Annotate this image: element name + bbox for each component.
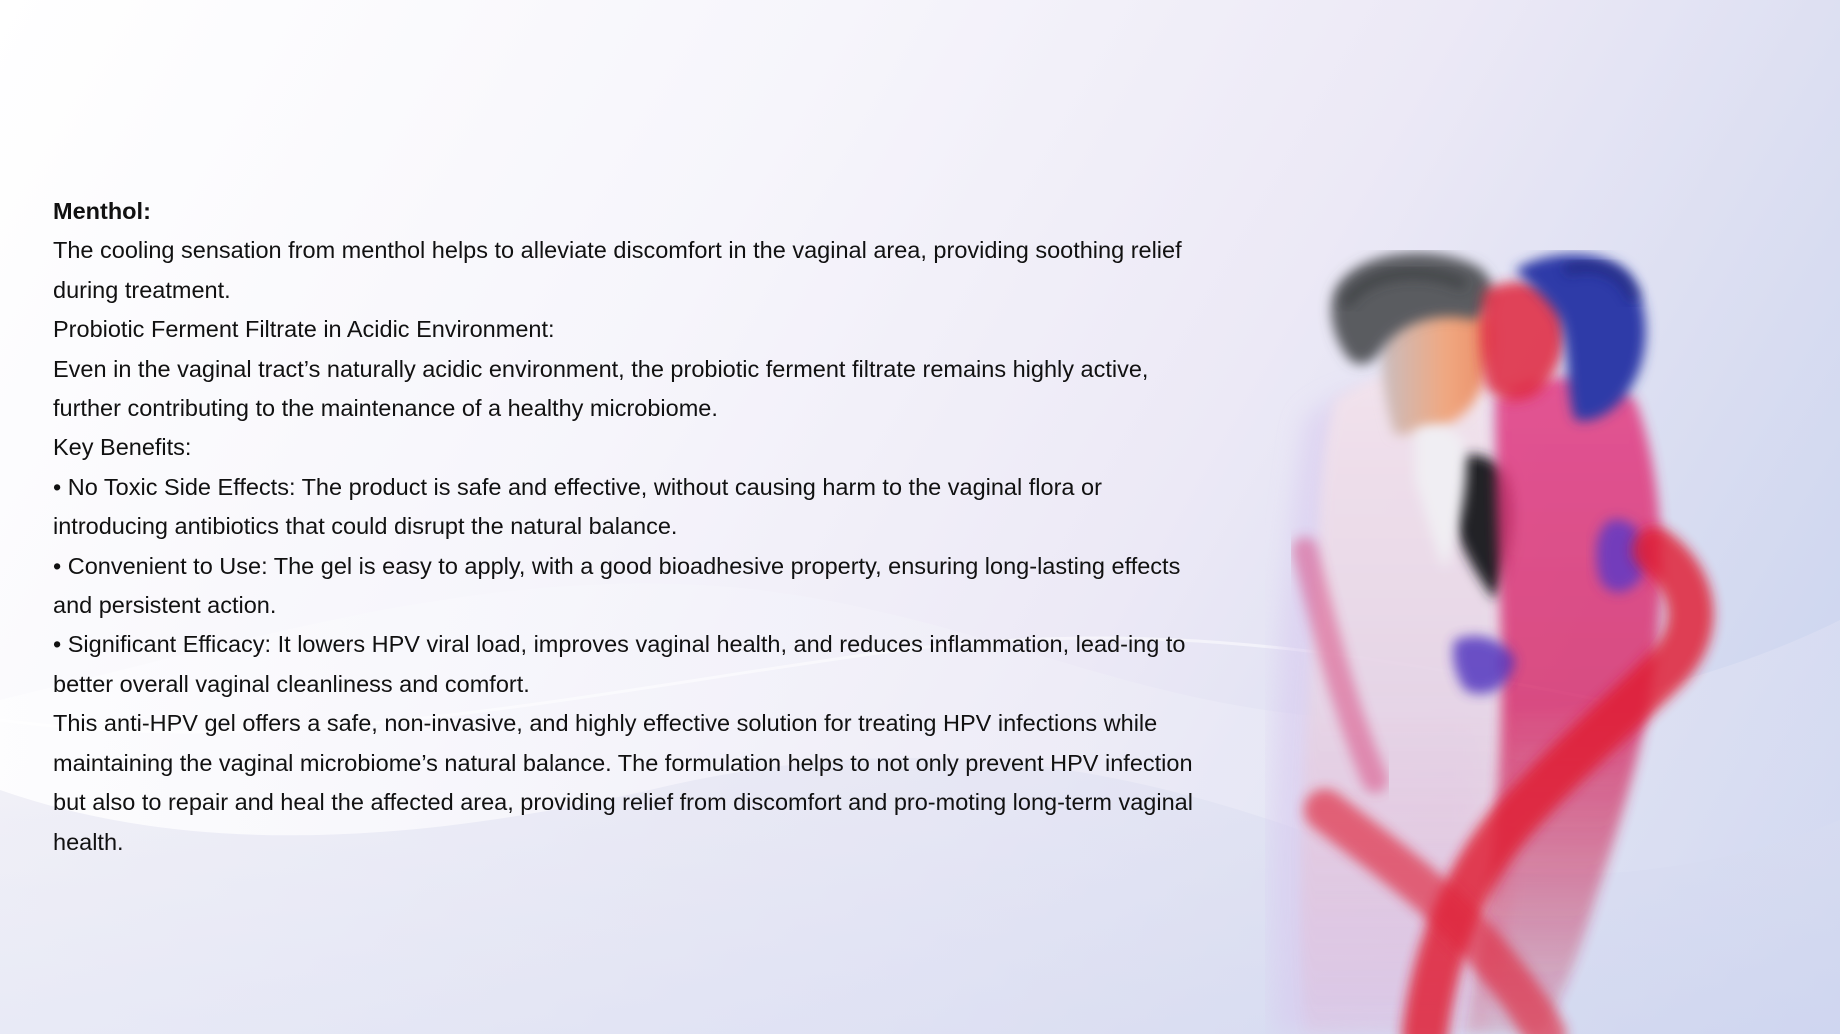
section-heading: Menthol: — [53, 198, 151, 224]
paragraph-summary: This anti-HPV gel offers a safe, non-invasive, and highly effective solution for treating HPV infections while maintaining the vaginal microbiome’s natural balance. The formulation helps to not only prevent HPV infection but also to repair and heal the affected area, providing relief from discomfort and pro-moting long-term vaginal health. — [53, 710, 1193, 855]
paragraph-menthol: The cooling sensation from menthol helps to alleviate discomfort in the vaginal area, providing soothing relief during treatment. — [53, 237, 1182, 303]
bullet-efficacy: • Significant Efficacy: It lowers HPV viral load, improves vaginal health, and reduces inflammation, lead-ing to better overall vaginal cleanliness and comfort. — [53, 631, 1186, 697]
paragraph-probiotic: Even in the vaginal tract’s naturally acidic environment, the probiotic ferment filtrate remains highly active, further contributing to the maintenance of a healthy microbiome. — [53, 355, 1149, 422]
paragraph-probiotic-title: Probiotic Ferment Filtrate in Acidic Environment: — [53, 316, 555, 343]
bullet-no-toxic: • No Toxic Side Effects: The product is safe and effective, without causing harm to the vaginal flora or introducing antibiotics that could disrupt the natural balance. — [53, 473, 1102, 540]
document-body — [53, 192, 1213, 862]
paragraph-key-benefits: Key Benefits: — [53, 434, 192, 461]
couple-illustration — [1265, 250, 1745, 1034]
bullet-convenient: • Convenient to Use: The gel is easy to apply, with a good bioadhesive property, ensuring long-lasting effects and persistent action. — [53, 552, 1181, 619]
